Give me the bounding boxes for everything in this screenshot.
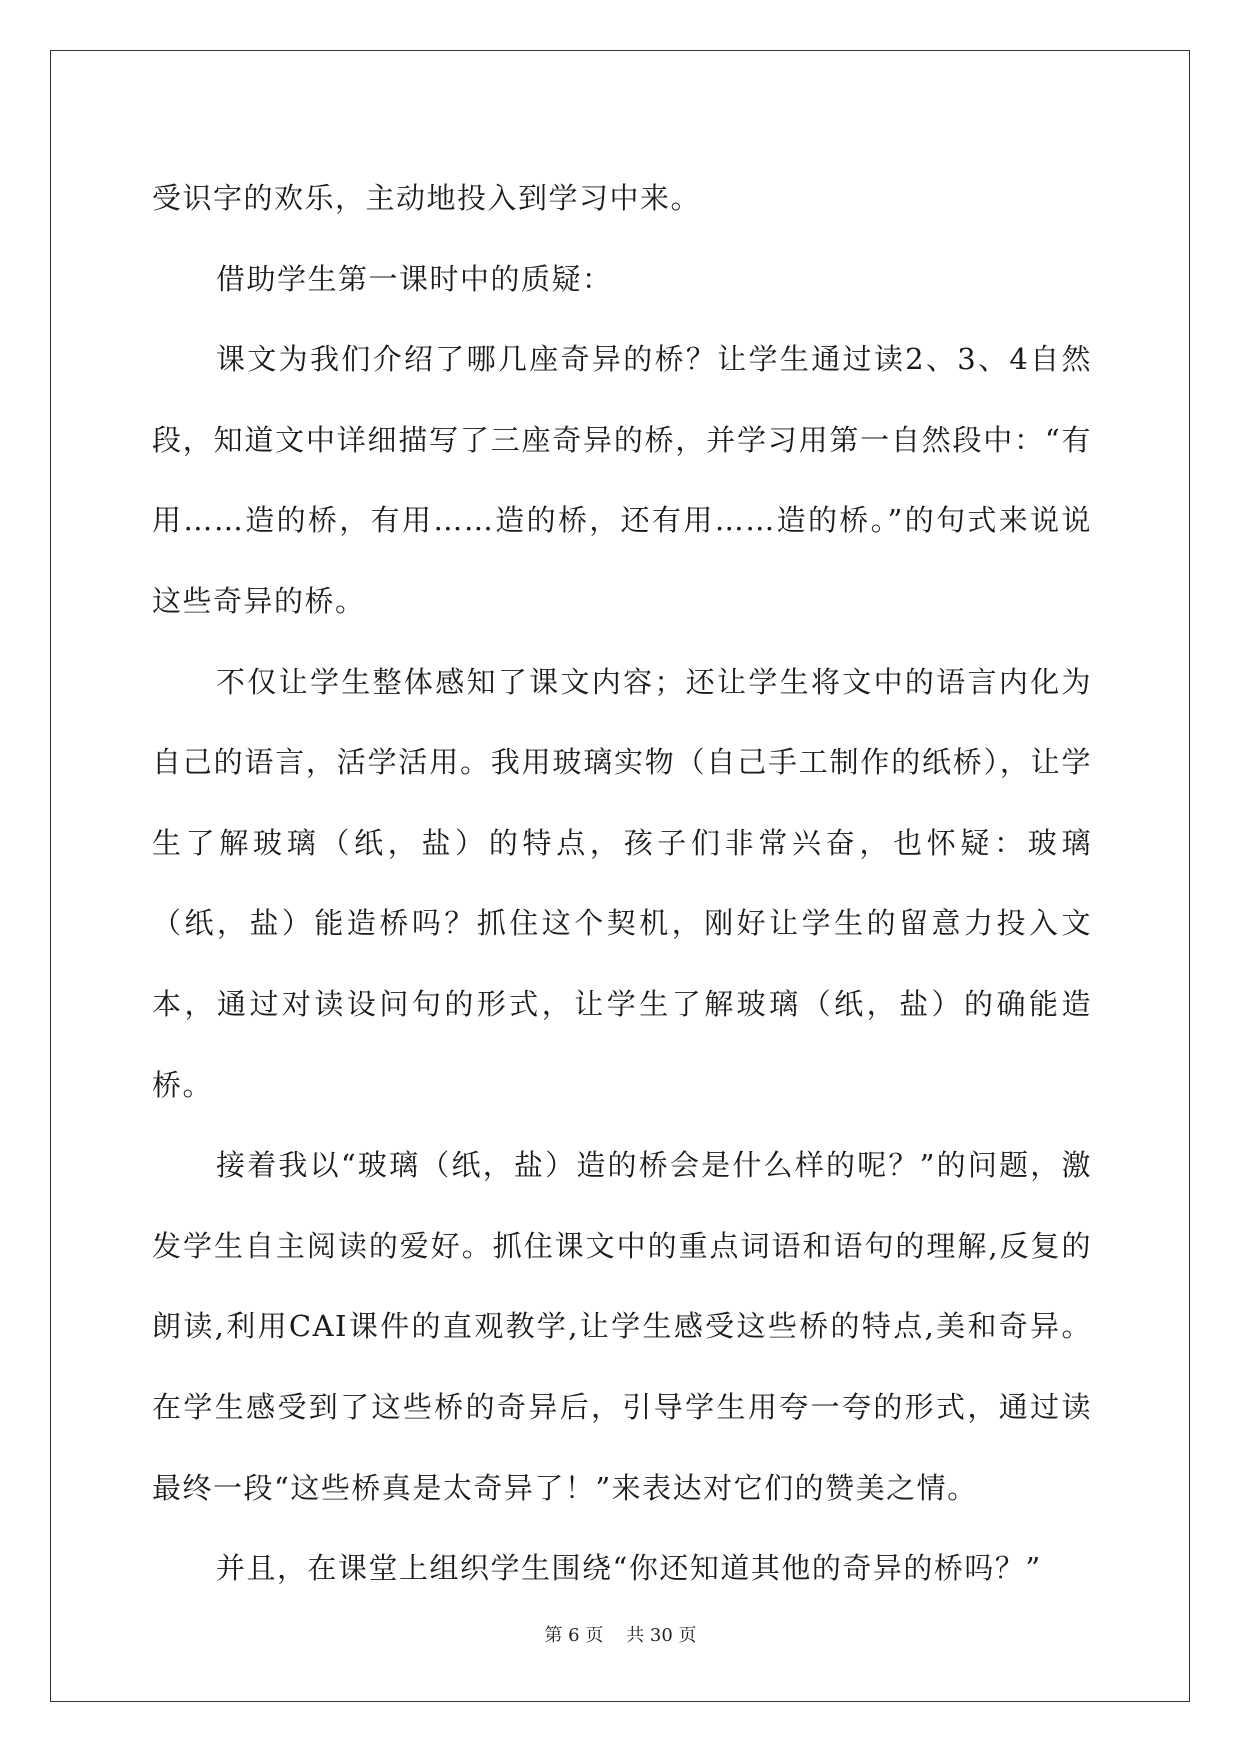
paragraph-1: 受识字的欢乐，主动地投入到学习中来。 [152, 181, 702, 215]
page-number-footer: 第 6 页 共 30 页 [544, 1625, 697, 1646]
paragraph-5: 接着我以“玻璃（纸，盐）造的桥会是什么样的呢？”的问题，激发学生自主阅读的爱好。抓住课文中的重点词语和语句的理解,反复的朗读,利用CAI课件的直观教学,让学生感受这些桥的特点,美和奇异。在学生感受到了这些桥的奇异后，引导学生用夸一夸的形式，通过读最终一段“这些桥真是太奇异了！”来表达对它们的赞美之情。 [152, 1148, 1092, 1505]
document-body [152, 158, 1092, 1609]
paragraph-6: 并且，在课堂上组织学生围绕“你还知道其他的奇异的桥吗？” [216, 1551, 1042, 1586]
paragraph-3: 课文为我们介绍了哪几座奇异的桥？让学生通过读2、3、4自然段，知道文中详细描写了三座奇异的桥，并学习用第一自然段中：“有用……造的桥，有用……造的桥，还有用……造的桥。”的句式来说说这些奇异的桥。 [152, 342, 1092, 618]
paragraph-4: 不仅让学生整体感知了课文内容；还让学生将文中的语言内化为自己的语言，活学活用。我用玻璃实物（自己手工制作的纸桥），让学生了解玻璃（纸，盐）的特点，孩子们非常兴奋，也怀疑：玻璃（纸，盐）能造桥吗？抓住这个契机，刚好让学生的留意力投入文本，通过对读设问句的形式，让学生了解玻璃（纸，盐）的确能造桥。 [152, 664, 1092, 1102]
paragraph-2: 借助学生第一课时中的质疑： [216, 261, 613, 296]
